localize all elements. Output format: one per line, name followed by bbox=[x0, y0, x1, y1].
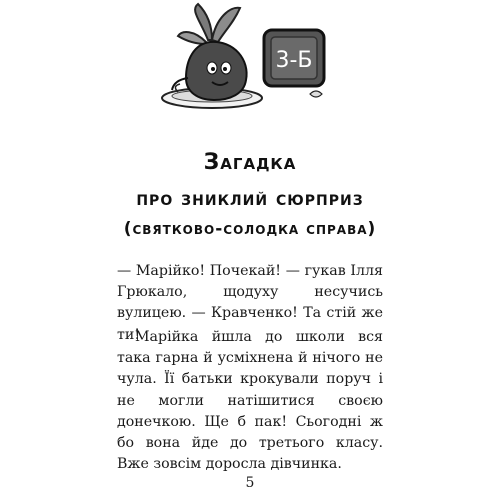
paragraph-1: — Марійко! Почекай! — гукав Ілля Грюкало, щодуху несучись вулицею. — Кравченко! Та стій же ти! bbox=[117, 263, 383, 343]
chapter-title-line2: про зниклий сюрприз bbox=[136, 186, 364, 210]
paragraph-2: Марійка йшла до школи вся така гарна й усміхнена й нічого не чула. Її батьки крокували поруч і не могли натішитися своєю донечкою. Ще б пак! Сьогодні ж бо вона йде до третього класу. Вже зовсім доросла дівчинка. bbox=[117, 329, 383, 473]
chapter-title-line1: Загадка bbox=[203, 150, 297, 175]
chapter-subtitle: (святково-солодка справа) bbox=[123, 219, 377, 239]
board-label: 3-Б bbox=[275, 48, 313, 73]
chapter-illustration bbox=[160, 0, 340, 112]
beet-character-icon bbox=[160, 0, 340, 112]
page-number: 5 bbox=[245, 475, 255, 491]
